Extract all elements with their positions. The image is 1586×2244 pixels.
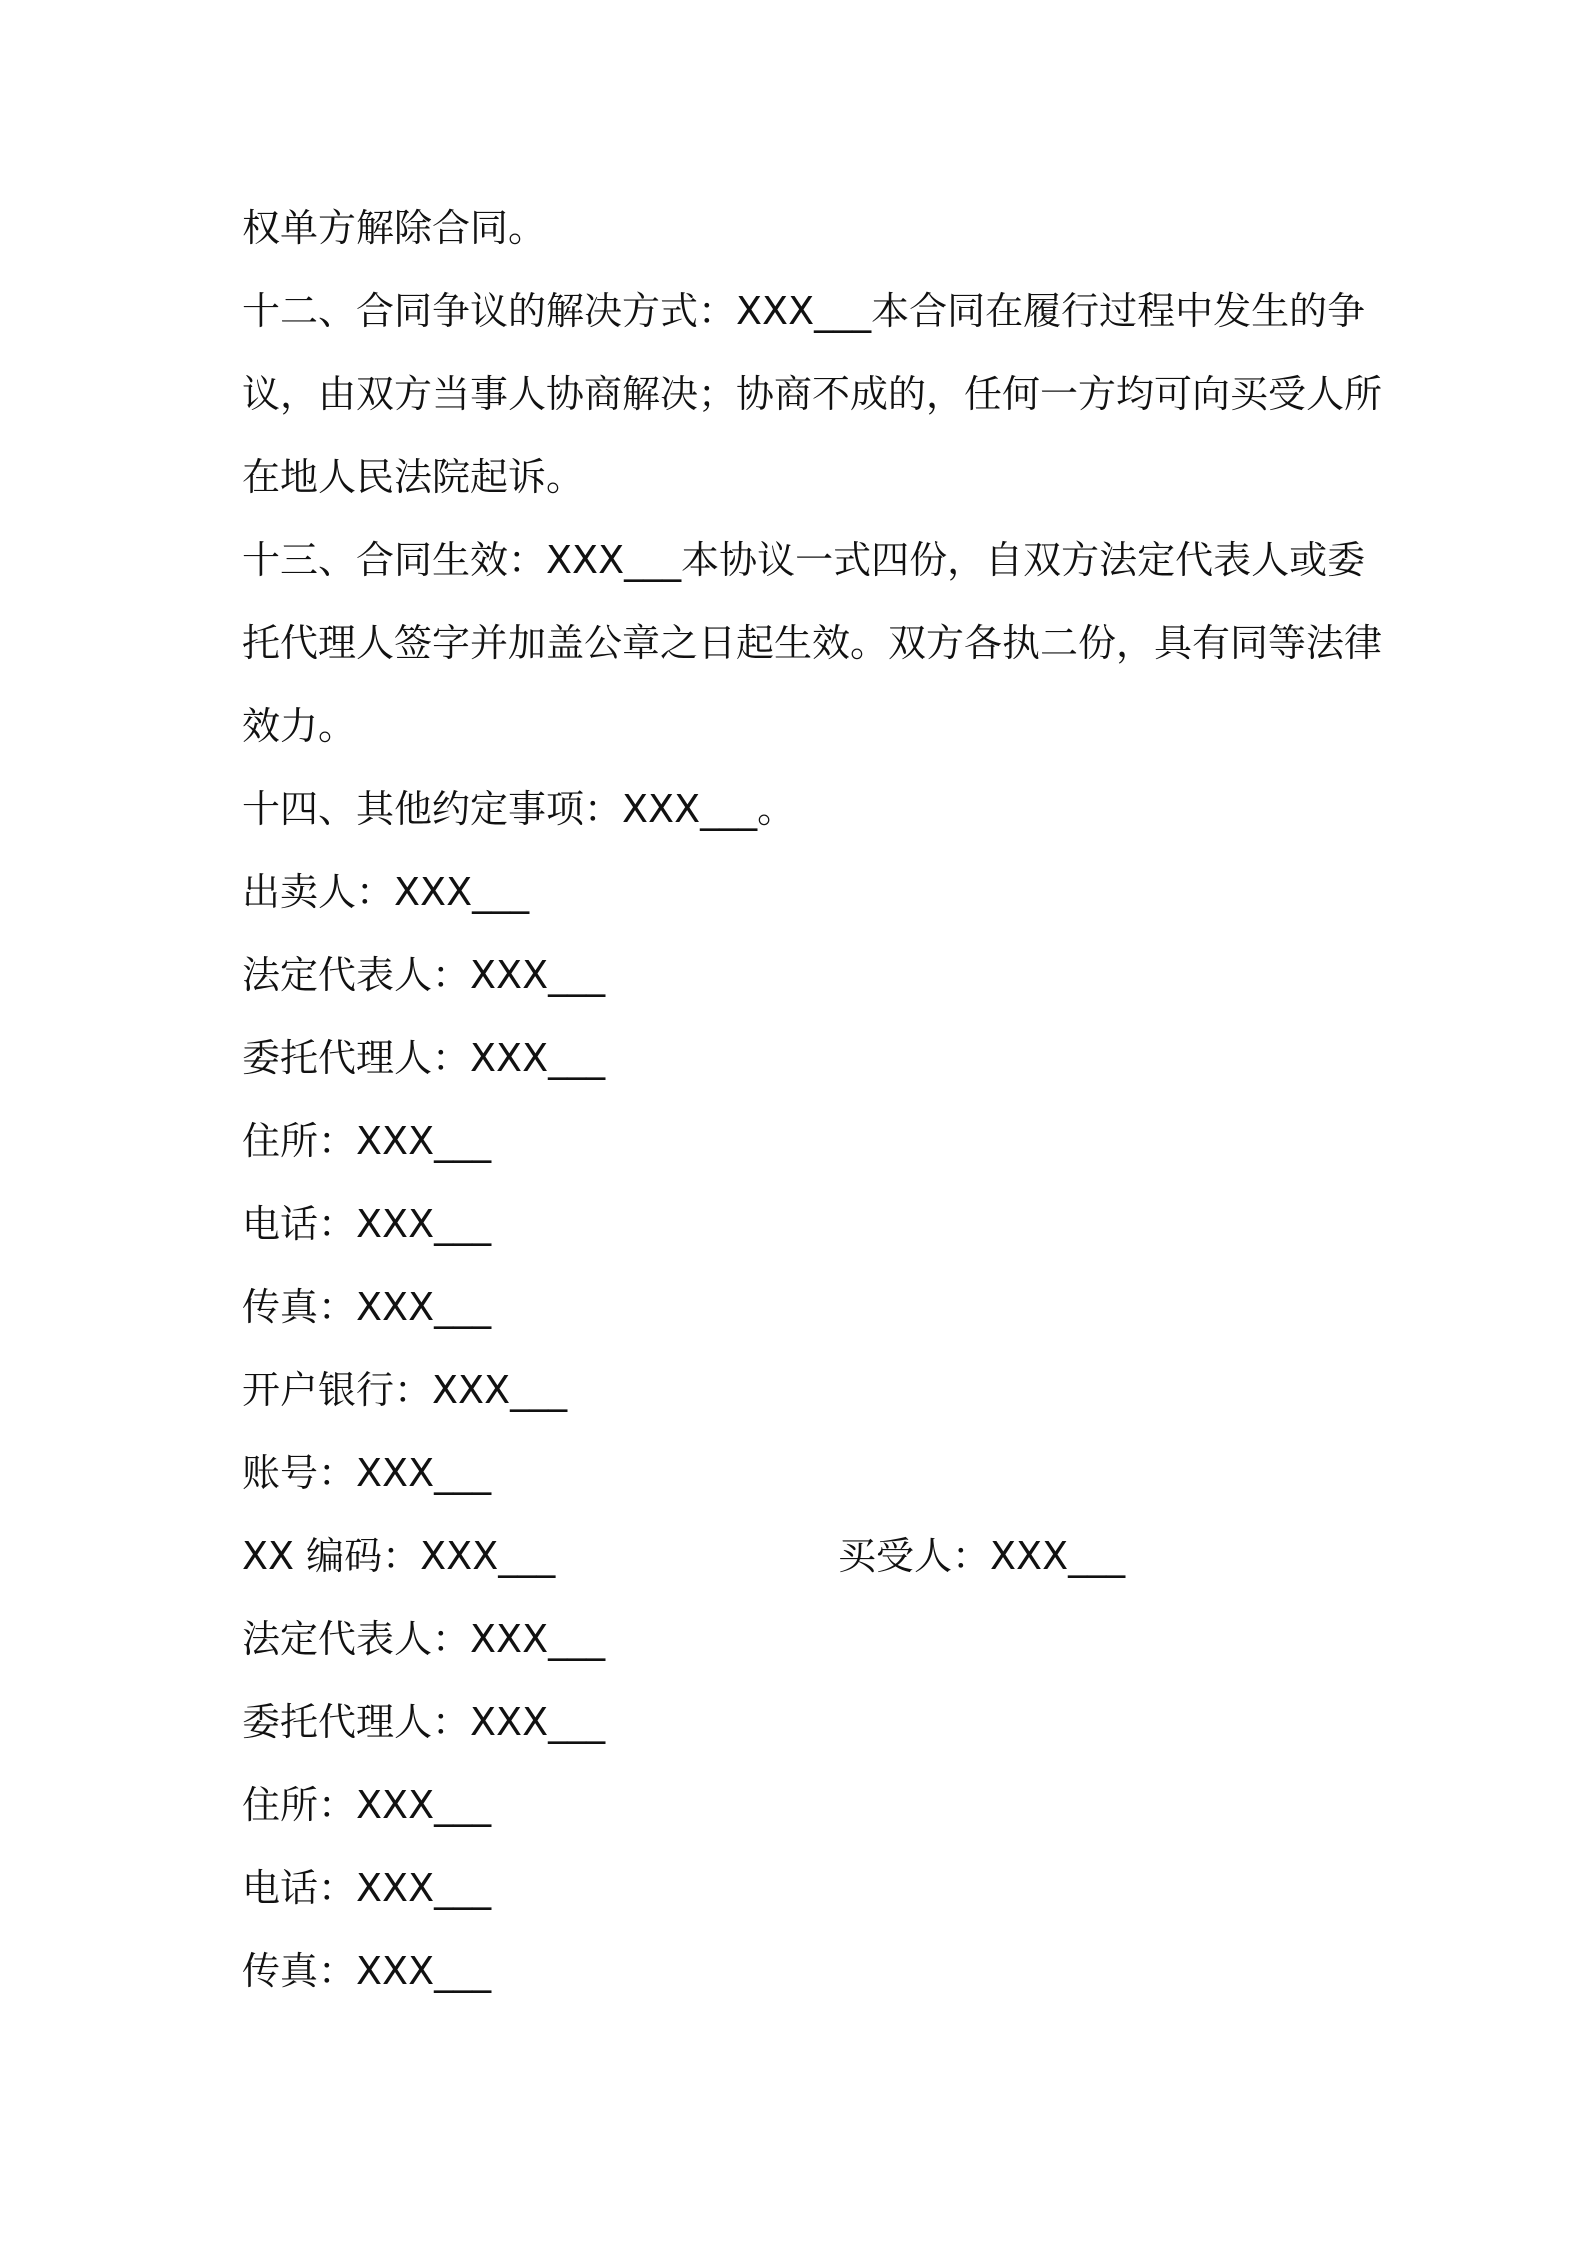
buyer-legal-rep: 法定代表人：XXX___ [242,1617,606,1661]
seller-name: 出卖人：XXX___ [242,870,530,914]
buyer-agent: 委托代理人：XXX___ [242,1700,606,1744]
buyer-fax: 传真：XXX___ [242,1949,492,1993]
seller-agent: 委托代理人：XXX___ [242,1036,606,1080]
seller-legal-rep: 法定代表人：XXX___ [242,953,606,997]
clause13-line3: 效力。 [242,704,357,748]
clause11-tail: 权单方解除合同。 [242,206,547,250]
seller-phone: 电话：XXX___ [242,1202,492,1246]
clause12-line2: 议，由双方当事人协商解决；协商不成的，任何一方均可向买受人所 [242,372,1383,416]
buyer-name: 买受人：XXX___ [838,1534,1126,1578]
seller-bank: 开户银行：XXX___ [242,1368,568,1412]
buyer-phone: 电话：XXX___ [242,1866,492,1910]
clause13-line2: 托代理人签字并加盖公章之日起生效。双方各执二份，具有同等法律 [242,621,1383,665]
clause12-line3: 在地人民法院起诉。 [242,455,585,499]
clause13-line1: 十三、合同生效：XXX___本协议一式四份，自双方法定代表人或委 [242,538,1366,582]
buyer-address: 住所：XXX___ [242,1783,492,1827]
seller-address: 住所：XXX___ [242,1119,492,1163]
clause14: 十四、其他约定事项：XXX___。 [242,787,796,831]
clause12-line1: 十二、合同争议的解决方式：XXX___本合同在履行过程中发生的争 [242,289,1366,333]
seller-account: 账号：XXX___ [242,1451,492,1495]
seller-postcode: XX 编码：XXX___ [242,1534,556,1578]
seller-fax: 传真：XXX___ [242,1285,492,1329]
